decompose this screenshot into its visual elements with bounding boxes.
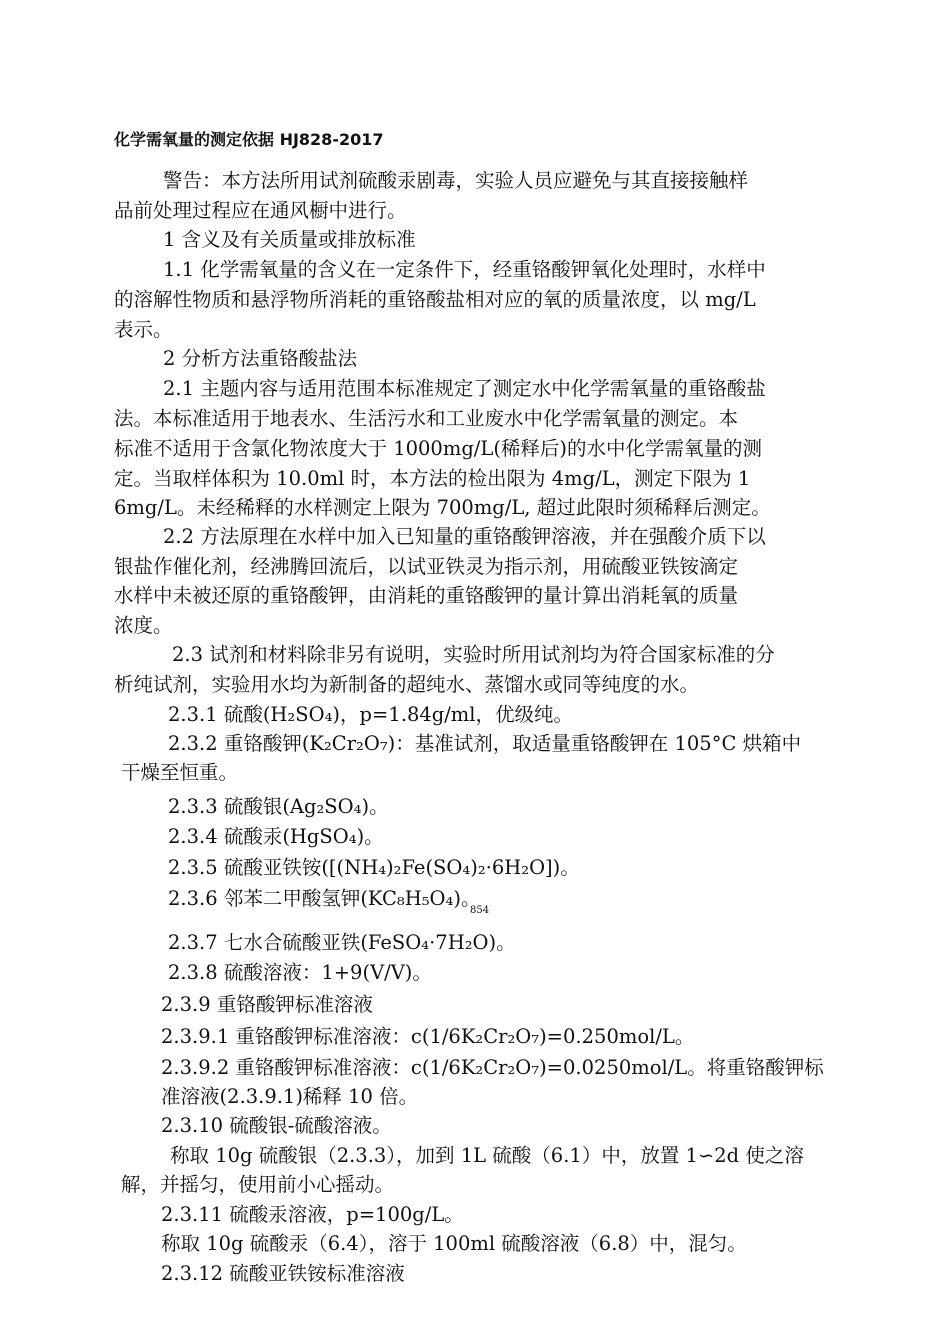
item-2-3-4: 2.3.4 硫酸汞(HgSO₄)。 [168,825,384,848]
item-2-3-9-2-line-1: 2.3.9.2 重铬酸钾标准溶液：c(1/6K₂Cr₂O₇)=0.0250mol/L。将重铬酸钾标 [161,1056,824,1079]
item-2-3-1: 2.3.1 硫酸(H₂SO₄)，p=1.84g/ml，优级纯。 [168,703,574,726]
item-2-3-9: 2.3.9 重铬酸钾标准溶液 [161,993,373,1016]
warning-line-2: 品前处理过程应在通风橱中进行。 [114,199,407,222]
item-2-3-9-1: 2.3.9.1 重铬酸钾标准溶液：c(1/6K₂Cr₂O₇)=0.250mol/L。 [161,1025,695,1048]
item-2-3-5: 2.3.5 硫酸亚铁铵([(NH₄)₂Fe(SO₄)₂·6H₂O])。 [168,856,580,879]
item-2-3-10-desc-line-1: 称取 10g 硫酸银（2.3.3），加到 1L 硫酸（6.1）中，放置 1∽2d 使之溶 [170,1144,804,1167]
para-2-3-line-1: 2.3 试剂和材料除非另有说明，实验时所用试剂均为符合国家标准的分 [172,643,775,666]
page-tag: 854 [470,905,490,916]
para-2-2-line-2: 银盐作催化剂，经沸腾回流后，以试亚铁灵为指示剂，用硫酸亚铁铵滴定 [114,555,739,578]
para-2-3-line-2: 析纯试剂，实验用水均为新制备的超纯水、蒸馏水或同等纯度的水。 [114,673,700,696]
section-1-heading: 1 含义及有关质量或排放标准 [163,228,416,251]
item-2-3-11: 2.3.11 硫酸汞溶液，p=100g/L。 [161,1203,464,1226]
para-2-1-line-3: 标准不适用于含氯化物浓度大于 1000mg/L(稀释后)的水中化学需氧量的测 [114,437,763,460]
item-2-3-2-line-1: 2.3.2 重铬酸钾(K₂Cr₂O₇)：基准试剂，取适量重铬酸钾在 105°C 烘箱中 [168,732,802,755]
para-2-1-line-1: 2.1 主题内容与适用范围本标准规定了测定水中化学需氧量的重铬酸盐 [163,377,766,400]
item-2-3-10: 2.3.10 硫酸银-硫酸溶液。 [161,1114,392,1137]
para-1-1-line-2: 的溶解性物质和悬浮物所消耗的重铬酸盐相对应的氧的质量浓度，以 mg/L [114,288,756,311]
item-2-3-9-2-line-2: 准溶液(2.3.9.1)稀释 10 倍。 [161,1085,419,1108]
item-2-3-6: 2.3.6 邻苯二甲酸氢钾(KC₈H₅O₄)。 [168,887,481,910]
para-2-1-line-4: 定。当取样体积为 10.0ml 时，本方法的检出限为 4mg/L，测定下限为 1 [114,467,751,490]
warning-line-1: 警告：本方法所用试剂硫酸汞剧毒，实验人员应避免与其直接接触样 [163,169,749,192]
item-2-3-12: 2.3.12 硫酸亚铁铵标准溶液 [161,1262,405,1285]
para-2-2-line-4: 浓度。 [114,614,173,637]
item-2-3-10-desc-line-2: 解，并摇匀，使用前小心摇动。 [121,1173,395,1196]
section-2-heading: 2 分析方法重铬酸盐法 [163,347,358,370]
item-2-3-8: 2.3.8 硫酸溶液：1+9(V/V)。 [168,961,432,984]
para-2-1-line-2: 法。本标准适用于地表水、生活污水和工业废水中化学需氧量的测定。本 [114,407,739,430]
item-2-3-3: 2.3.3 硫酸银(Ag₂SO₄)。 [168,795,389,818]
document-title: 化学需氧量的测定依据 HJ828-2017 [114,130,384,149]
item-2-3-11-desc: 称取 10g 硫酸汞（6.4），溶于 100ml 硫酸溶液（6.8）中，混匀。 [161,1232,747,1255]
para-1-1-line-3: 表示。 [114,318,173,341]
para-1-1-line-1: 1.1 化学需氧量的含义在一定条件下，经重铬酸钾氧化处理时，水样中 [163,258,766,281]
para-2-1-line-5: 6mg/L。未经稀释的水样测定上限为 700mg/L, 超过此限时须稀释后测定。 [114,496,771,519]
para-2-2-line-1: 2.2 方法原理在水样中加入已知量的重铬酸钾溶液，并在强酸介质下以 [163,525,766,548]
para-2-2-line-3: 水样中未被还原的重铬酸钾，由消耗的重铬酸钾的量计算出消耗氧的质量 [114,584,739,607]
item-2-3-2-line-2: 干燥至恒重。 [121,761,239,784]
item-2-3-7: 2.3.7 七水合硫酸亚铁(FeSO₄·7H₂O)。 [168,931,516,954]
